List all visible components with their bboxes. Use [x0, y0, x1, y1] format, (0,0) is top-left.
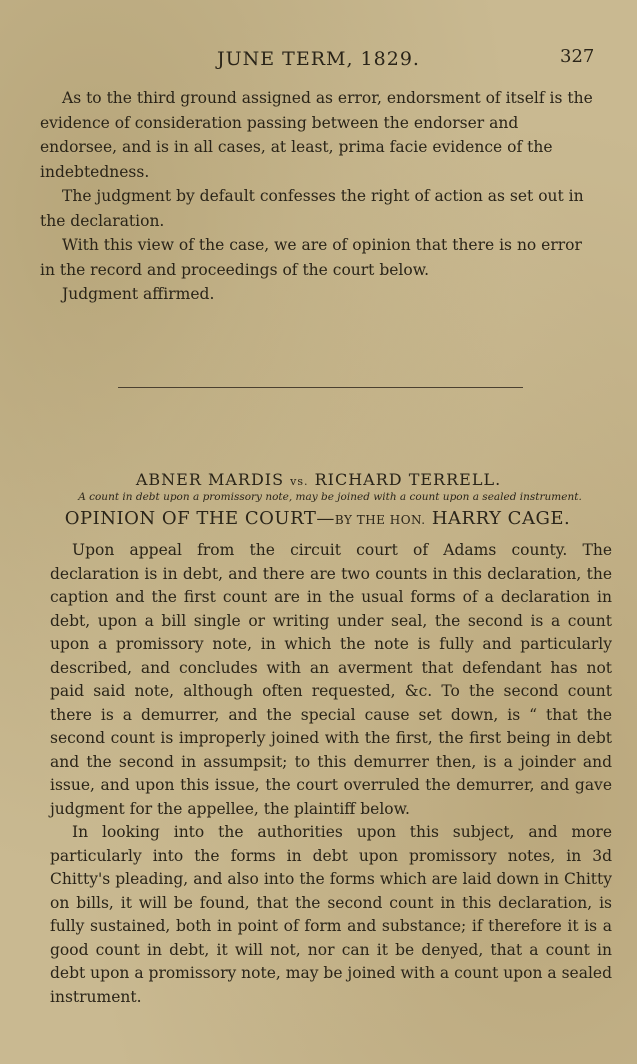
- paragraph: As to the third ground assigned as error, endorsment of itself is the evidence of consideration passing between the endorser and endorsee, and is in all cases, at least, prima facie evidence of the indebtedness.: [40, 89, 593, 181]
- versus: vs.: [290, 475, 309, 488]
- first-case-text: [40, 86, 595, 307]
- headnote: A count in debt upon a promissory note, may be joined with a count upon a sealed instrument.: [78, 491, 582, 503]
- defendant-name: RICHARD TERRELL.: [314, 470, 502, 489]
- opinion-heading: [40, 508, 595, 529]
- running-header: JUNE TERM, 1829.: [217, 48, 420, 70]
- page-number: 327: [560, 46, 595, 67]
- second-case-text: [50, 539, 612, 1009]
- paragraph: Upon appeal from the circuit court of Adams county. The declaration is in debt, and there are two counts in this declaration, the caption and the first count are in the usual forms of a declaration in debt, upon a bill single or writing under seal, the second is a count upon a promissory note, in which the note is fully and particularly described, and concludes with an averment that defendant has not paid said note, although often requested, &c. To the second count there is a demurrer, and the special cause set down, is “ that the second count is improperly joined with the first, the first being in debt and the second in assumpsit; to this demurrer then, is a joinder and issue, and upon this issue, the court overruled the demurrer, and gave judgment for the appellee, the plaintiff below.: [50, 541, 612, 818]
- judgment-line: Judgment affirmed.: [62, 285, 215, 303]
- plaintiff-name: ABNER MARDIS: [135, 470, 285, 489]
- paragraph: With this view of the case, we are of opinion that there is no error in the record and proceedings of the court below.: [40, 236, 582, 279]
- opinion-judge: HARRY CAGE.: [431, 508, 571, 529]
- opinion-prefix: OPINION OF THE COURT—: [64, 508, 335, 529]
- case-title: [0, 470, 637, 489]
- paragraph: In looking into the authorities upon this subject, and more particularly into the forms in debt upon promissory notes, in 3d Chitty's pleading, and also into the forms which are laid down in Chitty on bills, it will be found, that the second count in this declaration, is fully sustained, both in point of form and substance; if therefore it is a good count in debt, it will not, nor can it be denyed, that a count in debt upon a promissory note, may be joined with a count upon a sealed instrument.: [50, 823, 612, 1006]
- section-divider: [118, 387, 523, 388]
- opinion-by: BY THE HON.: [334, 513, 426, 527]
- paragraph: The judgment by default confesses the right of action as set out in the declaration.: [40, 187, 584, 230]
